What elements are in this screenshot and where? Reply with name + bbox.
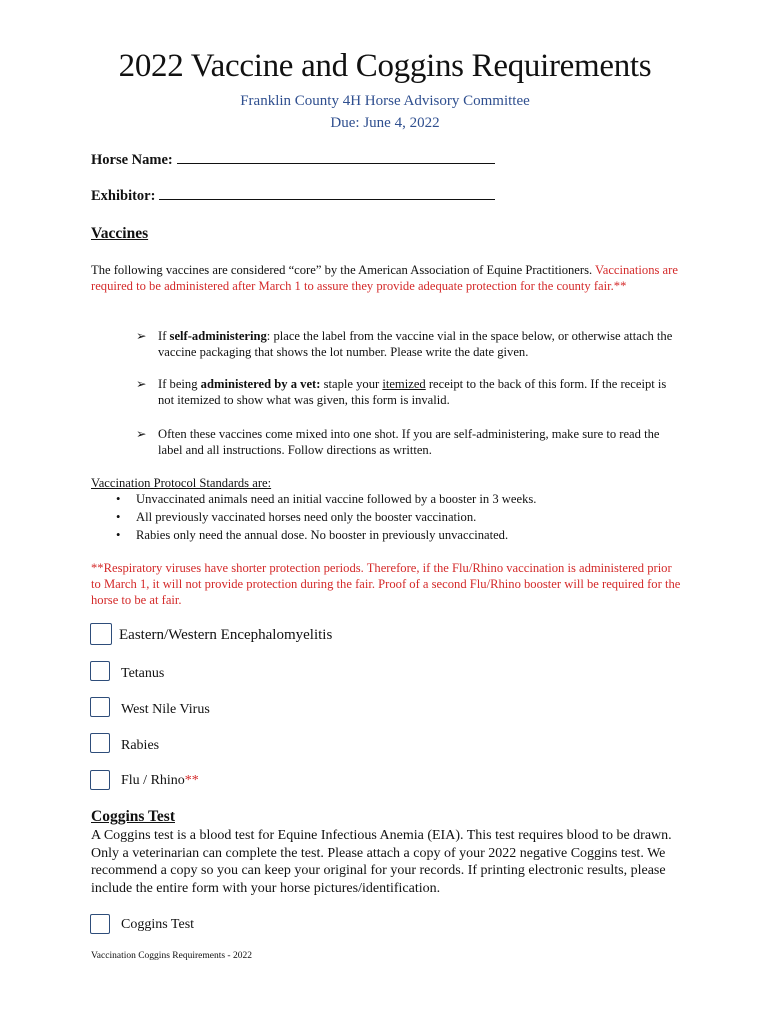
- coggins-checkbox[interactable]: [90, 914, 110, 934]
- exhibitor-field: [91, 186, 495, 205]
- flu-rhino-text: Flu / Rhino: [121, 773, 185, 788]
- eee-checkbox[interactable]: [90, 623, 112, 645]
- committee-subtitle: Franklin County 4H Horse Advisory Committee: [240, 93, 530, 109]
- coggins-body: A Coggins test is a blood test for Equine Infectious Anemia (EIA). This test requires blood to be drawn. Only a veterinarian can complete the test. Please attach a copy of your 2022 negative Coggins test. We recommend a copy so you can keep your original for your records. If printing electronic results, please include the entire form with your horse pictures/identification.: [91, 828, 672, 896]
- item2-underlined: itemized: [382, 377, 426, 391]
- horse-name-field: [91, 150, 495, 169]
- bullet-icon: •: [116, 492, 121, 506]
- west-nile-checkbox[interactable]: [90, 697, 110, 717]
- tetanus-checkbox[interactable]: [90, 661, 110, 681]
- respiratory-note: **Respiratory viruses have shorter protection periods. Therefore, if the Flu/Rhino vaccination is administered prior to March 1, it will not provide protection during the fair. Proof of a second Flu/Rhino booster will be required for the horse to be at fair.: [91, 561, 681, 607]
- west-nile-label: West Nile Virus: [121, 702, 210, 717]
- bullet-icon: •: [116, 510, 121, 524]
- eee-label: Eastern/Western Encephalomyelitis: [119, 627, 333, 643]
- protocol-bullet-text: Unvaccinated animals need an initial vaccine followed by a booster in 3 weeks.: [136, 492, 537, 506]
- document-title: 2022 Vaccine and Coggins Requirements: [118, 48, 652, 84]
- self-administering-item: [136, 328, 682, 360]
- exhibitor-line[interactable]: [159, 186, 495, 200]
- protocol-bullet: [116, 527, 676, 543]
- horse-name-line[interactable]: [177, 150, 495, 164]
- arrow-bullet-icon: ➢: [136, 427, 147, 441]
- due-date: Due: June 4, 2022: [330, 115, 440, 131]
- tetanus-label: Tetanus: [121, 666, 165, 681]
- exhibitor-label: Exhibitor:: [91, 188, 156, 204]
- flu-rhino-label: [121, 773, 199, 789]
- coggins-checkbox-label: Coggins Test: [121, 917, 195, 932]
- arrow-bullet-icon: ➢: [136, 329, 147, 343]
- mixed-shot-item: [136, 426, 682, 458]
- item2-rest: receipt to the back of this form. If the receipt is not itemized to show what was given, this form is invalid.: [158, 377, 667, 407]
- item2-pre: If being: [158, 377, 201, 391]
- protocol-bullet: [116, 509, 676, 525]
- vaccines-intro-text: The following vaccines are considered “core” by the American Association of Equine Practitioners.: [91, 263, 593, 277]
- flu-rhino-checkbox[interactable]: [90, 770, 110, 790]
- protocol-bullet: [116, 491, 676, 507]
- item3-text: Often these vaccines come mixed into one shot. If you are self-administering, make sure to read the label and all instructions. Follow directions as written.: [158, 427, 660, 457]
- item1-pre: If: [158, 329, 170, 343]
- horse-name-label: Horse Name:: [91, 152, 173, 168]
- flu-rhino-mark: **: [184, 773, 199, 788]
- vaccines-intro-red: Vaccinations are required to be administered after March 1 to assure they provide adequate protection for the county fair.**: [91, 263, 678, 293]
- rabies-checkbox[interactable]: [90, 733, 110, 753]
- vaccines-heading: Vaccines: [91, 225, 149, 242]
- item1-bold: self-administering: [169, 329, 267, 343]
- bullet-icon: •: [116, 528, 121, 542]
- item1-rest: : place the label from the vaccine vial in the space below, or otherwise attach the vaccine packaging that shows the lot number. Please write the date given.: [158, 329, 673, 359]
- page-footer: Vaccination Coggins Requirements - 2022: [91, 951, 252, 961]
- vet-administered-item: [136, 376, 682, 408]
- vaccines-intro: [91, 262, 683, 294]
- protocol-heading: Vaccination Protocol Standards are:: [91, 476, 272, 490]
- item2-mid: staple your: [320, 377, 383, 391]
- coggins-heading: Coggins Test: [91, 808, 175, 825]
- arrow-bullet-icon: ➢: [136, 377, 147, 391]
- protocol-bullet-text: Rabies only need the annual dose. No booster in previously unvaccinated.: [136, 528, 509, 542]
- item2-bold: administered by a vet:: [200, 377, 321, 391]
- protocol-bullet-text: All previously vaccinated horses need only the booster vaccination.: [136, 510, 477, 524]
- rabies-label: Rabies: [121, 738, 160, 753]
